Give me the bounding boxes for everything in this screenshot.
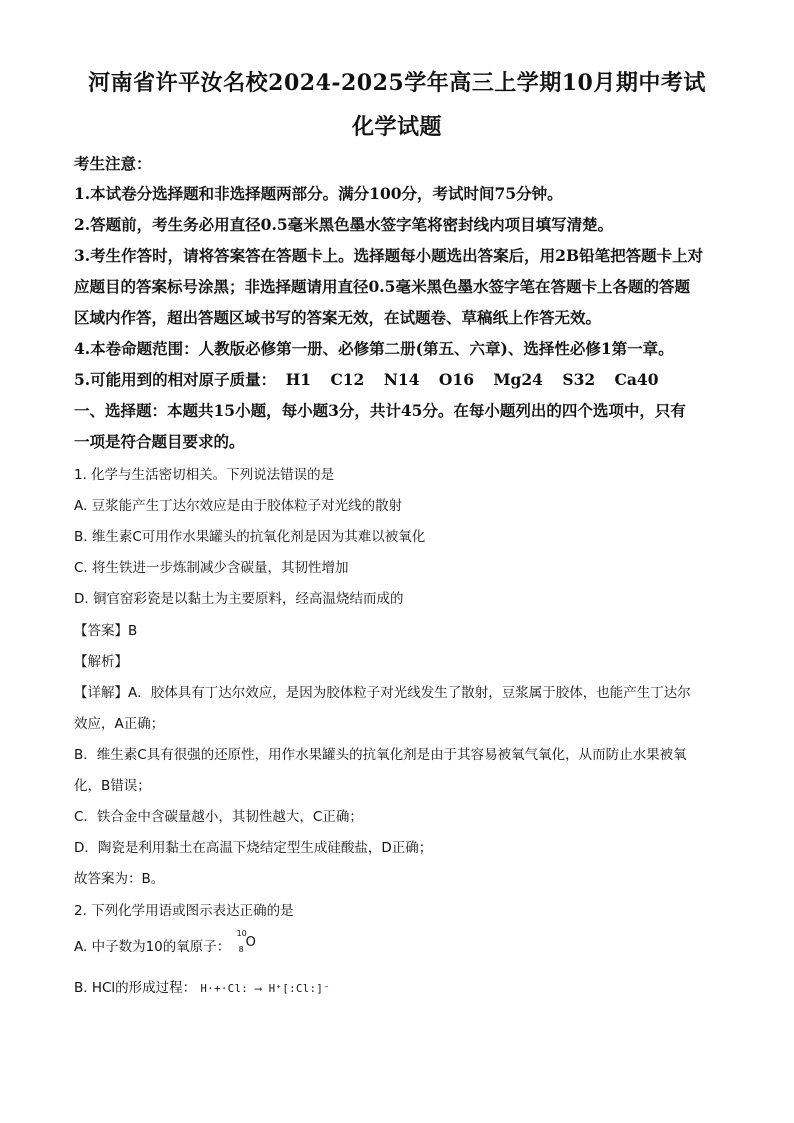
- exam-title: 河南省许平汝名校2024-2025学年高三上学期10月期中考试: [88, 70, 706, 96]
- q1-detail-2-cont: 化，B错误；: [74, 778, 151, 794]
- atoms-label: 5.可能用到的相对原子质量：: [74, 370, 277, 389]
- isotope-atomic-number: 8: [238, 945, 244, 954]
- notice-item-3: 3.考生作答时，请将答案答在答题卡上。选择题每小题选出答案后，用2B铅笔把答题卡上对: [74, 246, 704, 265]
- q1-option-d: D. 铜官窑彩瓷是以黏土为主要原料，经高温烧结而成的: [74, 591, 404, 607]
- notice-item-4: 4.本卷命题范围：人教版必修第一册、必修第二册(第五、六章)、选择性必修1第一章。: [74, 339, 674, 358]
- q1-conclusion: 故答案为：B。: [74, 871, 165, 887]
- q2-option-b-label: B. HCl的形成过程：: [74, 980, 197, 996]
- hcl-formation-formula: H·+·Cl: ⟶ H⁺[:Cl:]⁻: [200, 983, 331, 995]
- atom-mass: N14: [383, 370, 420, 389]
- atom-mass: O16: [438, 370, 474, 389]
- notice-item-5: [74, 368, 724, 390]
- q1-option-a: A. 豆浆能产生丁达尔效应是由于胶体粒子对光线的散射: [74, 498, 403, 514]
- q1-detail-1: 【详解】A．胶体具有丁达尔效应，是因为胶体粒子对光线发生了散射，豆浆属于胶体，也能产生丁达尔: [74, 685, 691, 701]
- notice-item-3-cont: 应题目的答案标号涂黑；非选择题请用直径0.5毫米黑色墨水签字笔在答题卡上各题的答题: [74, 277, 690, 296]
- q2-option-a: [74, 929, 724, 955]
- notice-item-1: 1.本试卷分选择题和非选择题两部分。满分100分，考试时间75分钟。: [74, 184, 563, 203]
- notice-heading: 考生注意：: [74, 154, 152, 173]
- isotope-notation: [235, 929, 261, 955]
- q2-option-a-label: A. 中子数为10的氧原子：: [74, 939, 231, 955]
- isotope-mass-number: 10: [236, 929, 247, 938]
- section1-heading: 一、选择题：本题共15小题，每小题3分，共计45分。在每小题列出的四个选项中，只有: [74, 401, 686, 420]
- atom-mass: S32: [562, 370, 596, 389]
- notice-item-2: 2.答题前，考生务必用直径0.5毫米黑色墨水签字笔将密封线内项目填写清楚。: [74, 215, 614, 234]
- atom-mass: H1: [285, 370, 312, 389]
- q1-detail-1-cont: 效应，A正确；: [74, 716, 165, 732]
- atom-mass: C12: [330, 370, 365, 389]
- atom-mass: Ca40: [614, 370, 659, 389]
- section1-heading-cont: 一项是符合题目要求的。: [74, 432, 245, 451]
- exam-subtitle: 化学试题: [351, 114, 442, 140]
- q1-answer: 【答案】B: [74, 623, 138, 639]
- q1-detail-4: D．陶瓷是利用黏土在高温下烧结定型生成硅酸盐，D正确；: [74, 840, 433, 856]
- q1-option-b: B. 维生素C可用作水果罐头的抗氧化剂是因为其难以被氧化: [74, 529, 426, 545]
- q1-analysis-tag: 【解析】: [74, 654, 128, 670]
- q1-option-c: C. 将生铁进一步炼制减少含碳量，其韧性增加: [74, 560, 349, 576]
- atom-mass: Mg24: [493, 370, 543, 389]
- q2-stem: 2. 下列化学用语或图示表达正确的是: [74, 903, 294, 919]
- q1-detail-3: C．铁合金中含碳量越小，其韧性越大，C正确；: [74, 809, 363, 825]
- isotope-symbol: O: [245, 935, 256, 950]
- q1-detail-2: B．维生素C具有很强的还原性，用作水果罐头的抗氧化剂是由于其容易被氧气氧化，从而防止水果被氧: [74, 747, 687, 763]
- q1-stem: 1. 化学与生活密切相关。下列说法错误的是: [74, 467, 335, 483]
- q2-option-b: [74, 976, 724, 996]
- notice-item-3-cont2: 区域内作答，超出答题区域书写的答案无效，在试题卷、草稿纸上作答无效。: [74, 308, 602, 327]
